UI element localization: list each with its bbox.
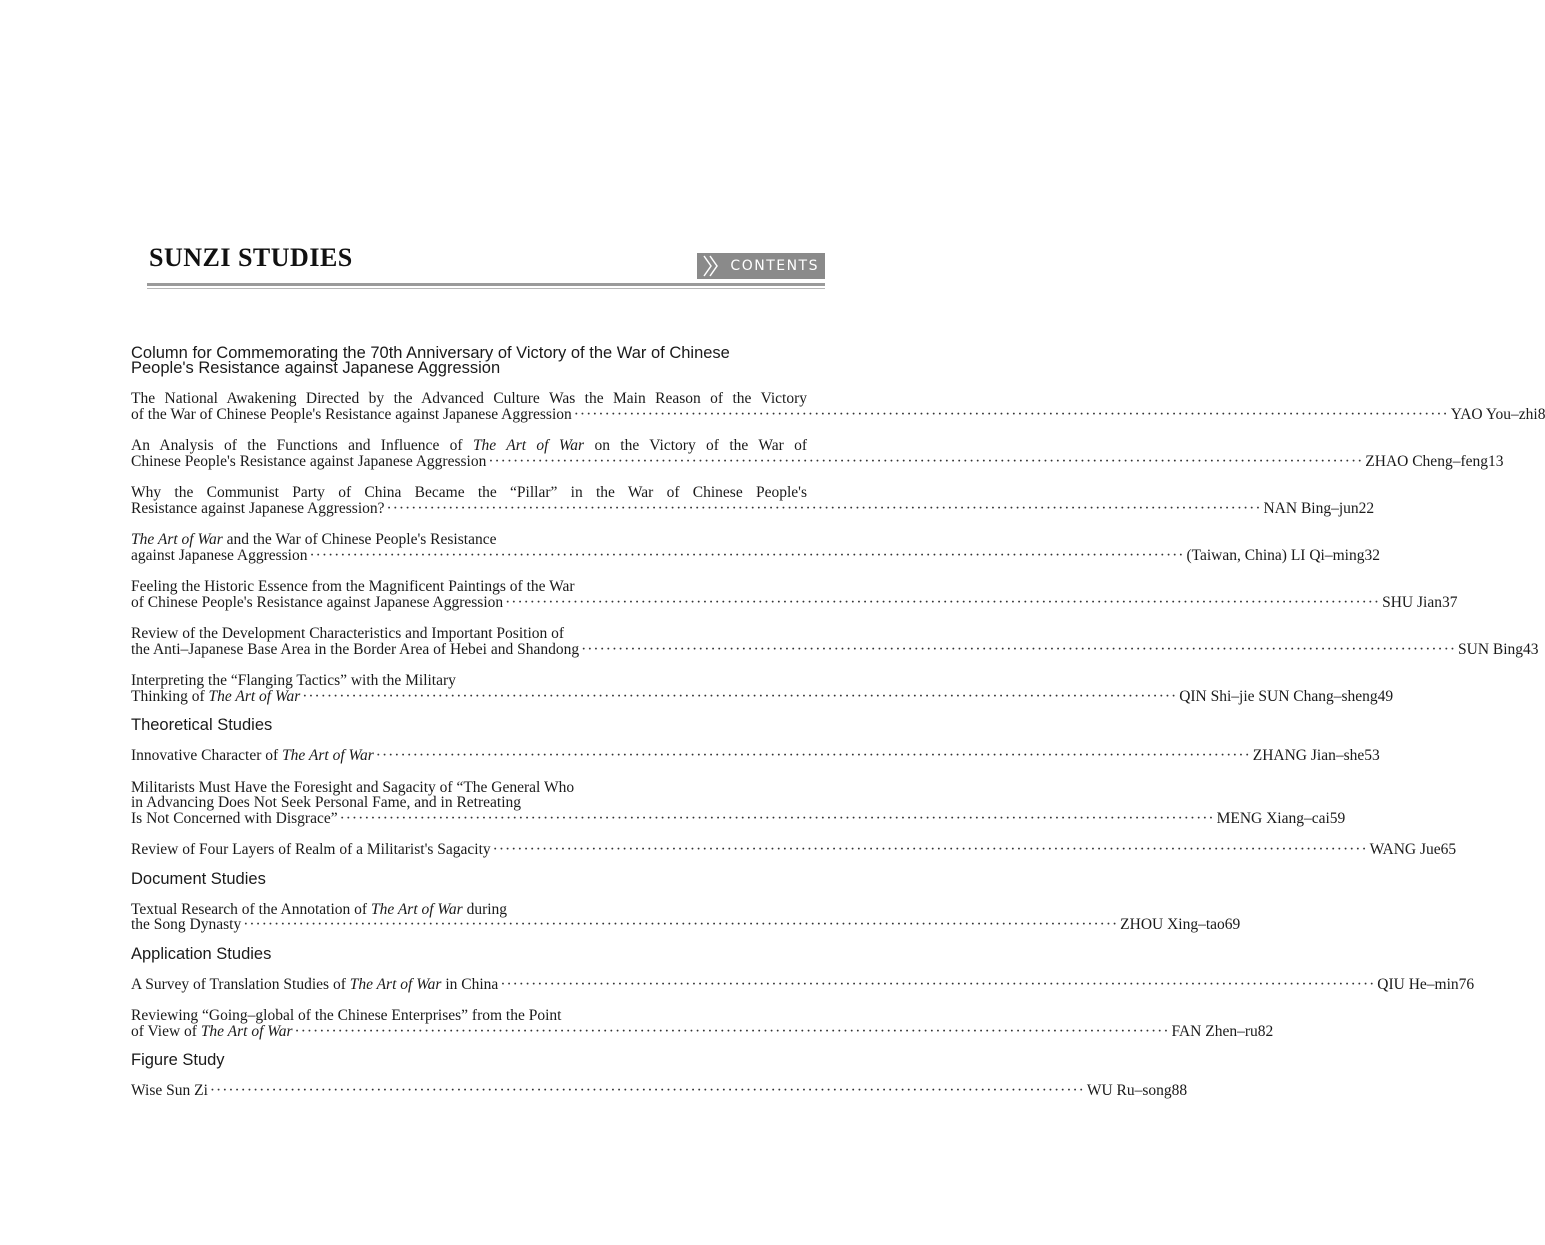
toc-entry[interactable]: [131, 531, 1380, 564]
entry-author: MENG Xiang–cai59: [1216, 809, 1346, 827]
entry-author: FAN Zhen–ru82: [1171, 1022, 1274, 1040]
entry-author: QIU He–min76: [1377, 975, 1475, 993]
entry-title-line: Interpreting the “Flanging Tactics” with the Military: [131, 672, 456, 689]
leader-dots: ··············································································································································: [386, 499, 1262, 517]
leader-dots: ··············································································································································: [309, 546, 1185, 564]
toc-entry[interactable]: [131, 747, 1380, 764]
leader-dots: ··············································································································································: [573, 405, 1449, 423]
page-header: [147, 243, 825, 293]
entry-title-line: An Analysis of the Functions and Influence of The Art of War on the Victory of the War of: [131, 437, 808, 454]
journal-title: SUNZI STUDIES: [149, 243, 353, 272]
entry-title-line: Reviewing “Going–global of the Chinese Enterprises” from the Point: [131, 1007, 562, 1024]
leader-dots: ··············································································································································: [294, 1022, 1170, 1040]
entry-title-line: Resistance against Japanese Aggression?: [131, 499, 385, 517]
entry-title-line: Why the Communist Party of China Became the “Pillar” in the War of Chinese People's: [131, 484, 807, 501]
toc-entry[interactable]: [131, 900, 1241, 933]
section-heading: Figure Study: [131, 1051, 225, 1069]
toc-entry[interactable]: [131, 975, 1475, 993]
leader-dots: ··············································································································································: [302, 687, 1178, 705]
entry-title-line: A Survey of Translation Studies of The Art of War in China: [131, 975, 499, 993]
entry-author: WU Ru–song88: [1086, 1082, 1188, 1099]
entry-title-line: Feeling the Historic Essence from the Magnificent Paintings of the War: [131, 578, 575, 595]
toc-entry[interactable]: [131, 390, 1545, 423]
entry-title-line: Thinking of The Art of War: [131, 687, 301, 705]
entry-title-line: of View of The Art of War: [131, 1022, 293, 1040]
contents-badge: [697, 253, 825, 279]
leader-dots: ··············································································································································: [492, 841, 1368, 858]
entry-title-line: Is Not Concerned with Disgrace”: [131, 809, 338, 827]
entry-title-line: Review of Four Layers of Realm of a Militarist's Sagacity: [131, 841, 491, 858]
header-rule-thin: [147, 288, 825, 289]
leader-dots: ··············································································································································: [339, 809, 1215, 827]
toc-entry[interactable]: [131, 672, 1394, 705]
leader-dots: ··············································································································································: [375, 747, 1251, 764]
toc-entry[interactable]: [131, 841, 1457, 858]
entry-author: ZHAO Cheng–feng13: [1365, 452, 1504, 470]
entry-title-line: The National Awakening Directed by the Advanced Culture Was the Main Reason of the Victory: [131, 390, 807, 407]
toc-entry[interactable]: [131, 1082, 1188, 1099]
toc-entry[interactable]: [131, 578, 1458, 611]
entry-title-line: Chinese People's Resistance against Japanese Aggression: [131, 452, 487, 470]
section-heading: Document Studies: [131, 869, 266, 888]
entry-title-line: Militarists Must Have the Foresight and Sagacity of “The General Who: [131, 778, 575, 796]
section-heading: Application Studies: [131, 944, 272, 963]
entry-title-line: Wise Sun Zi: [131, 1082, 208, 1099]
toc-entry[interactable]: [131, 1007, 1274, 1040]
entry-title-line: of the War of Chinese People's Resistance against Japanese Aggression: [131, 405, 572, 423]
entry-author: (Taiwan, China) LI Qi–ming32: [1186, 546, 1380, 564]
entry-title-line: of Chinese People's Resistance against Japanese Aggression: [131, 593, 504, 611]
contents-label: CONTENTS: [730, 258, 819, 274]
entry-title-line: the Anti–Japanese Base Area in the Border Area of Hebei and Shandong: [131, 640, 580, 658]
leader-dots: ··············································································································································: [505, 593, 1381, 611]
leader-dots: ··············································································································································: [243, 916, 1119, 933]
toc-entry[interactable]: [131, 437, 1504, 470]
entry-author: WANG Jue65: [1369, 841, 1457, 858]
leader-dots: ··············································································································································: [209, 1082, 1085, 1099]
section-heading: Theoretical Studies: [131, 716, 273, 734]
section-heading-line: People's Resistance against Japanese Aggression: [131, 359, 501, 377]
entry-title-line: the Song Dynasty: [131, 916, 242, 933]
entry-title-line: Innovative Character of The Art of War: [131, 747, 374, 764]
toc-entry[interactable]: [131, 625, 1539, 658]
leader-dots: ··············································································································································: [488, 452, 1364, 470]
leader-dots: ··············································································································································: [581, 640, 1457, 658]
header-rule: [147, 283, 825, 286]
entry-title-line: against Japanese Aggression: [131, 546, 308, 564]
entry-author: SUN Bing43: [1458, 640, 1539, 658]
toc-entry[interactable]: [131, 484, 1375, 517]
entry-title-line: in Advancing Does Not Seek Personal Fame, and in Retreating: [131, 794, 522, 811]
entry-author: NAN Bing–jun22: [1263, 499, 1375, 517]
toc-entry[interactable]: [131, 778, 1346, 827]
table-of-contents: [131, 344, 1545, 1099]
entry-title-line: Textual Research of the Annotation of The Art of War during: [131, 900, 508, 918]
entry-title-line: Review of the Development Characteristics and Important Position of: [131, 625, 565, 642]
entry-author: QIN Shi–jie SUN Chang–sheng49: [1179, 687, 1394, 705]
entry-author: YAO You–zhi8: [1450, 405, 1545, 423]
chevron-right-icon: [701, 253, 721, 279]
entry-author: SHU Jian37: [1382, 593, 1458, 611]
section-heading: [131, 346, 807, 376]
entry-title-line: The Art of War and the War of Chinese People's Resistance: [131, 531, 497, 548]
entry-author: ZHOU Xing–tao69: [1120, 916, 1241, 933]
section-heading-line: Column for Commemorating the 70th Anniversary of Victory of the War of Chinese: [131, 344, 730, 362]
leader-dots: ··············································································································································: [500, 975, 1376, 993]
entry-author: ZHANG Jian–she53: [1252, 747, 1380, 764]
